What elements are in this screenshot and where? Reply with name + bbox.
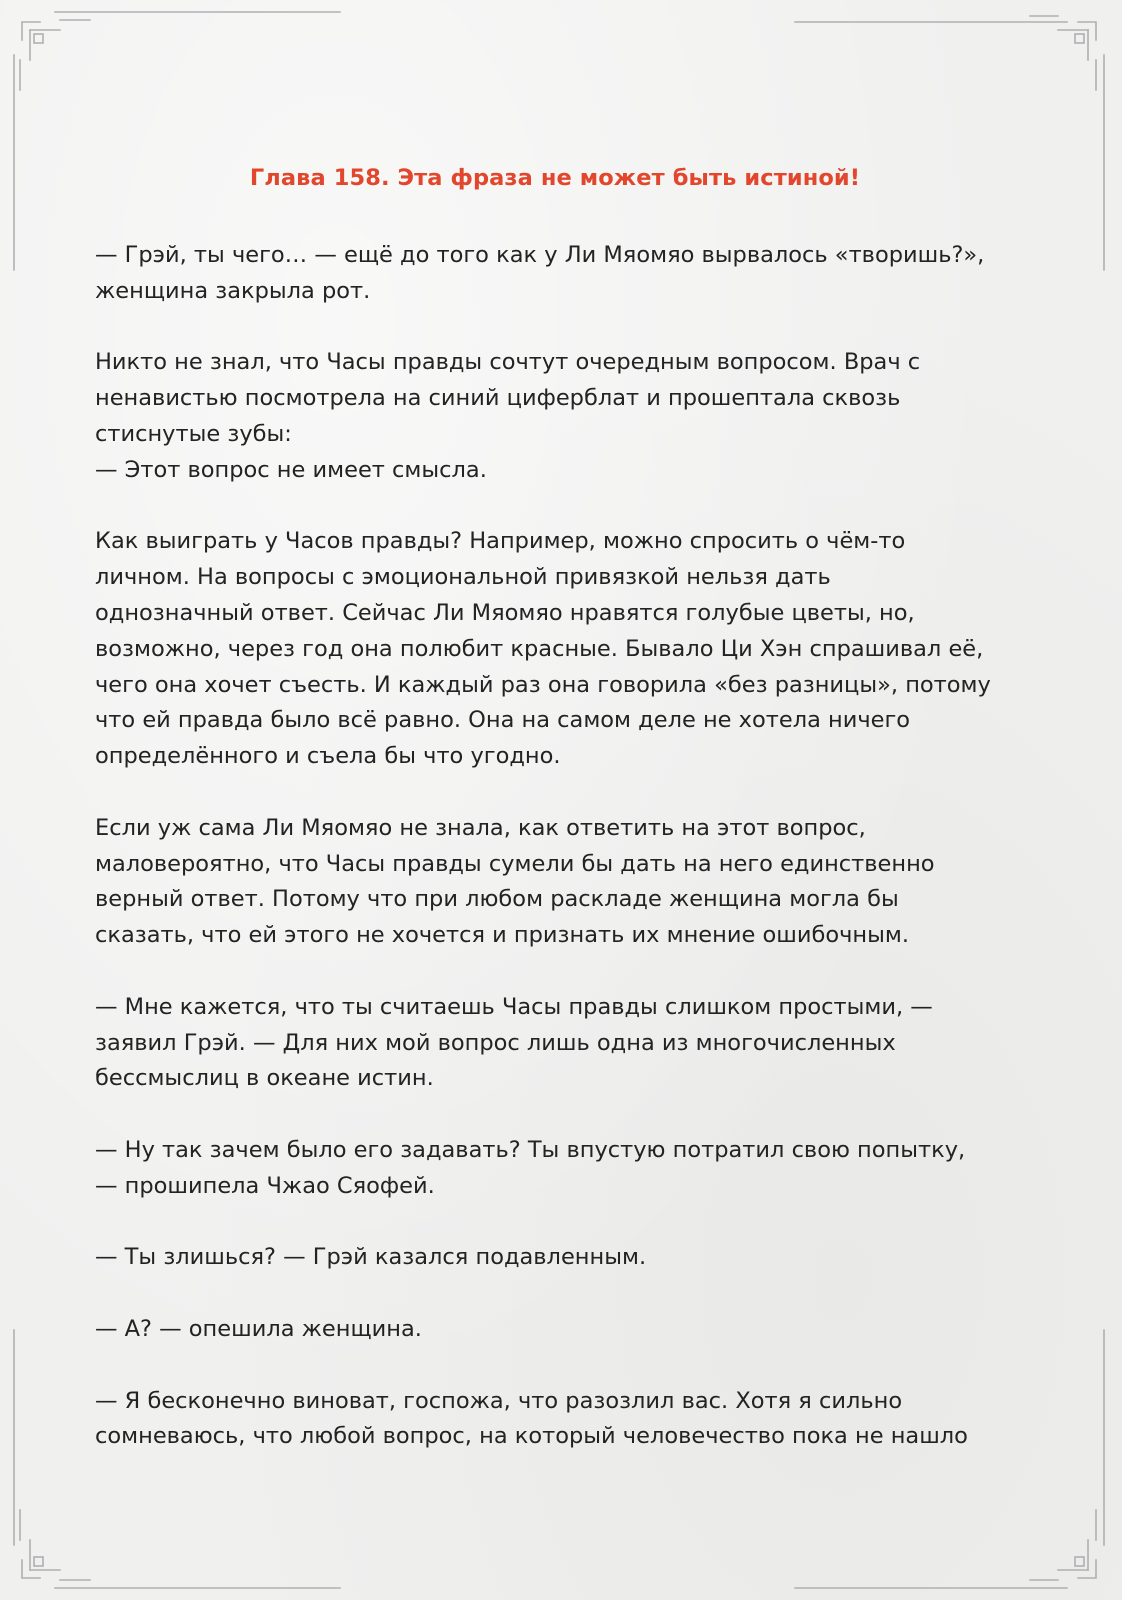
paragraph (95, 1384, 1030, 1456)
text-line: женщина закрыла рот. (95, 277, 371, 304)
text-line: стиснутые зубы: (95, 420, 292, 447)
paragraph (95, 345, 1030, 488)
text-line: верный ответ. Потому что при любом раскладе женщина могла бы (95, 886, 899, 913)
text-line: сомневаюсь, что любой вопрос, на который человечество пока не нашло (95, 1423, 968, 1450)
text-line: — Ну так зачем было его задавать? Ты впустую потратил свою попытку, (95, 1136, 966, 1163)
text-line: заявил Грэй. — Для них мой вопрос лишь одна из многочисленных (95, 1029, 896, 1056)
text-line: маловероятно, что Часы правды сумели бы дать на него единственно (95, 850, 935, 877)
text-line: — Ты злишься? — Грэй казался подавленным. (95, 1244, 647, 1271)
text-line: ненавистью посмотрела на синий циферблат и прошептала сквозь (95, 385, 901, 412)
text-line: сказать, что ей этого не хочется и признать их мнение ошибочным. (95, 922, 909, 949)
text-line: личном. На вопросы с эмоциональной привязкой нельзя дать (95, 564, 831, 591)
text-line: однозначный ответ. Сейчас Ли Мяомяо нравятся голубые цветы, но, (95, 599, 915, 626)
frame-corner-top-left (14, 12, 340, 270)
text-line: чего она хочет съесть. И каждый раз она говорила «без разницы», потому (95, 671, 991, 698)
text-line: Как выиграть у Часов правды? Например, можно спросить о чём-то (95, 528, 906, 555)
text-line: — Мне кажется, что ты считаешь Часы правды слишком простыми, — (95, 993, 933, 1020)
text-line: что ей правда было всё равно. Она на самом деле не хотела ничего (95, 707, 911, 734)
text-line: бессмыслиц в океане истин. (95, 1065, 434, 1092)
chapter-title: Глава 158. Эта фраза не может быть истиной! (249, 165, 861, 192)
paragraph (95, 524, 1030, 775)
paragraph (95, 238, 1030, 310)
text-line: Если уж сама Ли Мяомяо не знала, как ответить на этот вопрос, (95, 814, 866, 841)
paragraph (95, 1240, 1030, 1276)
paragraph (95, 990, 1030, 1097)
text-line: Никто не знал, что Часы правды сочтут очередным вопросом. Врач с (95, 349, 921, 376)
text-line: — А? — опешила женщина. (95, 1315, 422, 1342)
text-line: — Грэй, ты чего… — ещё до того как у Ли Мяомяо вырвалось «творишь?», (95, 242, 985, 268)
text-line: определённого и съела бы что угодно. (95, 743, 561, 770)
frame-corner-top-right (795, 16, 1104, 270)
text-line: — Этот вопрос не имеет смысла. (95, 456, 487, 483)
text-line: возможно, через год она полюбит красные. Бывало Ци Хэн спрашивал её, (95, 635, 984, 662)
chapter-body (95, 238, 1030, 1491)
paragraph (95, 1312, 1030, 1348)
paragraph (95, 1133, 1030, 1205)
paragraph (95, 811, 1030, 954)
text-line: — прошипела Чжао Сяофей. (95, 1172, 435, 1199)
text-line: — Я бесконечно виноват, госпожа, что разозлил вас. Хотя я сильно (95, 1387, 903, 1414)
